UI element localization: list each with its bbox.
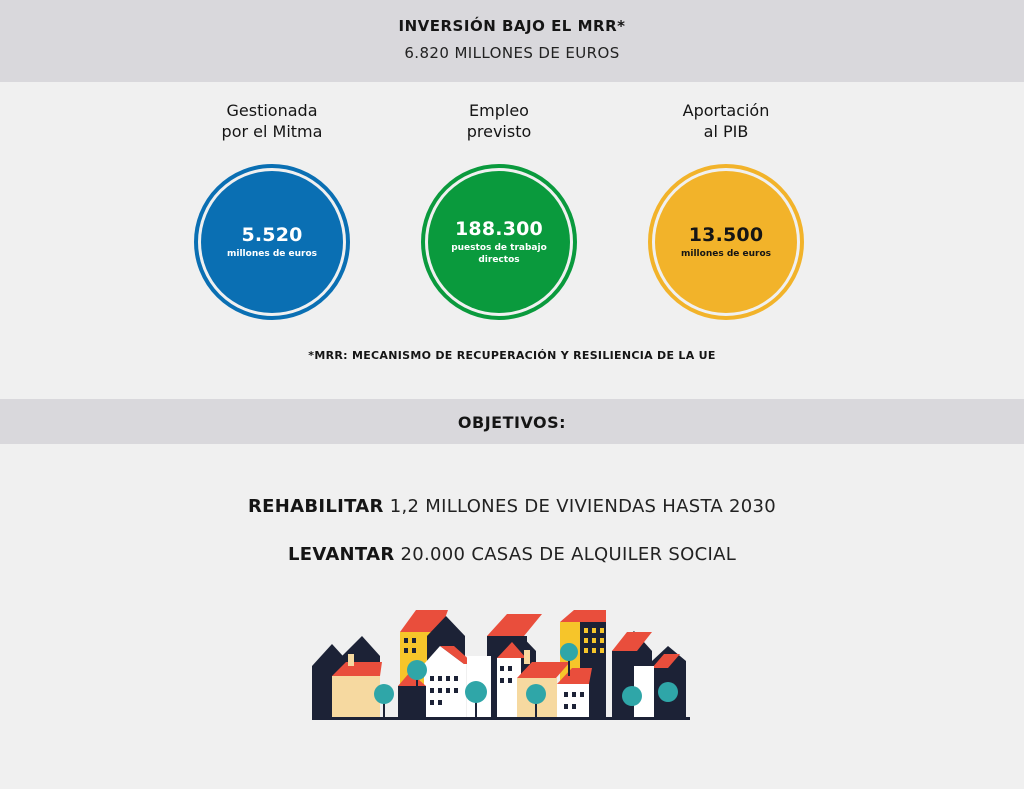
goal-text: 1,2 MILLONES DE VIVIENDAS HASTA 2030 <box>383 496 777 517</box>
goal-verb: REHABILITAR <box>247 496 384 517</box>
metric-value: 13.500 <box>688 224 764 246</box>
investment-total: 6.820 MILLONES DE EUROS <box>404 44 620 62</box>
metric-circle <box>194 164 350 320</box>
metric-circle <box>421 164 577 320</box>
goal-build <box>0 544 1024 565</box>
metric-circle-fill <box>655 171 797 313</box>
investment-header <box>0 0 1024 82</box>
metric-gdp <box>626 100 826 320</box>
metric-employment <box>399 100 599 320</box>
objectives-title: OBJETIVOS: <box>457 413 567 432</box>
goal-rehabilitate <box>0 496 1024 517</box>
houses-illustration <box>312 606 690 720</box>
metric-unit: millones de euros <box>681 249 771 259</box>
metric-label: Empleo previsto <box>466 101 532 141</box>
metric-unit: millones de euros <box>227 249 317 259</box>
metric-value: 5.520 <box>241 224 303 246</box>
metric-label: Gestionada por el Mitma <box>221 101 323 141</box>
goal-verb: LEVANTAR <box>287 544 395 565</box>
metric-unit: puestos de trabajo directos <box>451 243 547 265</box>
metric-managed <box>172 100 372 320</box>
metric-circle-fill <box>428 171 570 313</box>
goal-text: 20.000 CASAS DE ALQUILER SOCIAL <box>394 544 737 565</box>
metric-circle <box>648 164 804 320</box>
objectives-header <box>0 399 1024 444</box>
metric-label: Aportación al PIB <box>682 101 770 141</box>
footnote: *MRR: MECANISMO DE RECUPERACIÓN Y RESILIENCIA DE LA UE <box>308 349 716 362</box>
investment-title: INVERSIÓN BAJO EL MRR* <box>398 17 626 35</box>
metric-circle-fill <box>201 171 343 313</box>
metric-value: 188.300 <box>455 218 543 240</box>
